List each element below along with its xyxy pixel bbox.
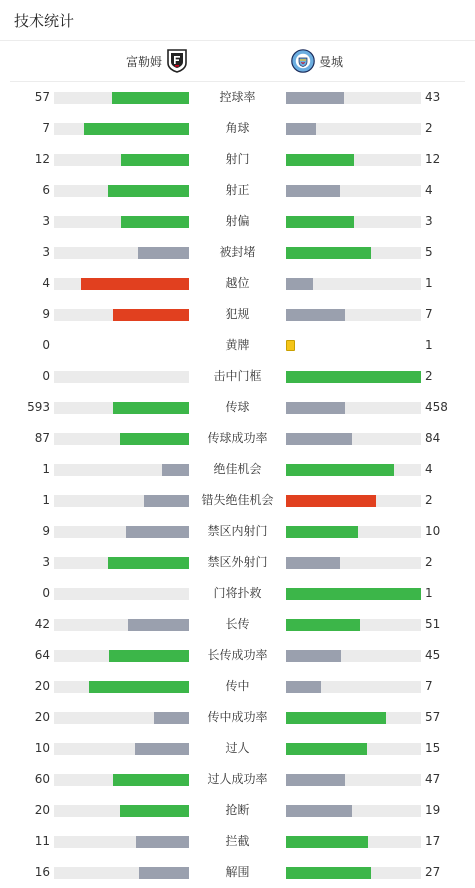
stat-label: 过人成功率	[207, 772, 268, 786]
home-stat-value: 0	[42, 369, 50, 383]
away-stat-bar-fill	[286, 154, 354, 166]
stat-row	[0, 211, 475, 231]
away-stat-value: 27	[425, 865, 441, 879]
stat-label: 长传成功率	[207, 648, 268, 662]
home-stat-bar	[54, 681, 189, 693]
away-stat-bar-fill	[286, 247, 371, 259]
away-stat-bar-fill	[286, 805, 352, 817]
away-stat-value: 51	[425, 617, 441, 631]
home-stat-bar-fill	[121, 154, 189, 166]
home-stat-bar	[54, 371, 189, 383]
away-stat-bar	[286, 557, 421, 569]
home-stat-bar	[54, 774, 189, 786]
stat-label: 门将扑救	[213, 586, 262, 600]
away-stat-value: 2	[425, 121, 433, 135]
stat-label: 角球	[225, 121, 250, 135]
stat-row	[0, 769, 475, 789]
away-stat-bar	[286, 495, 421, 507]
away-stat-bar-fill	[286, 619, 360, 631]
away-stat-bar-fill	[286, 92, 344, 104]
away-stat-bar	[286, 433, 421, 445]
home-stat-value: 42	[34, 617, 50, 631]
stat-label: 控球率	[219, 90, 256, 104]
home-stat-bar-fill	[162, 464, 189, 476]
home-stat-bar-fill	[81, 278, 189, 290]
stat-row	[0, 428, 475, 448]
stat-row	[0, 676, 475, 696]
home-stat-bar	[54, 402, 189, 414]
away-stat-bar-fill	[286, 588, 421, 600]
away-stat-value: 15	[425, 741, 441, 755]
home-stat-bar-fill	[121, 216, 189, 228]
home-stat-bar-fill	[126, 526, 189, 538]
away-stat-value: 45	[425, 648, 441, 662]
home-stat-bar-fill	[108, 557, 189, 569]
home-stat-value: 3	[42, 555, 50, 569]
stat-label: 拦截	[225, 834, 250, 848]
away-stat-bar	[286, 371, 421, 383]
away-stat-bar-fill	[286, 309, 345, 321]
away-stat-bar-fill	[286, 743, 367, 755]
home-stat-value: 12	[34, 152, 50, 166]
home-team-name[interactable]: 富勒姆	[126, 55, 163, 69]
stat-label: 黄牌	[225, 338, 250, 352]
home-stat-value: 0	[42, 586, 50, 600]
away-stat-bar-fill	[286, 836, 368, 848]
away-stat-value: 7	[425, 307, 433, 321]
away-stat-bar	[286, 805, 421, 817]
home-stat-value: 3	[42, 245, 50, 259]
away-stat-bar-fill	[286, 867, 371, 879]
stat-row	[0, 490, 475, 510]
away-stat-bar-fill	[286, 433, 352, 445]
home-stat-value: 87	[34, 431, 50, 445]
stat-row	[0, 118, 475, 138]
stat-label: 传球成功率	[207, 431, 268, 445]
home-stat-bar	[54, 309, 189, 321]
away-stat-bar	[286, 123, 421, 135]
stat-row	[0, 645, 475, 665]
stat-label: 长传	[225, 617, 250, 631]
away-stat-bar-fill	[286, 278, 313, 290]
away-stat-bar-fill	[286, 464, 394, 476]
away-stat-bar-fill	[286, 371, 421, 383]
away-stat-value: 4	[425, 462, 433, 476]
away-stat-bar-fill	[286, 526, 358, 538]
away-stat-value: 3	[425, 214, 433, 228]
home-stat-bar-fill	[120, 805, 189, 817]
home-stat-bar	[54, 712, 189, 724]
home-stat-bar	[54, 526, 189, 538]
home-stat-bar-fill	[154, 712, 189, 724]
stat-label: 击中门框	[213, 369, 262, 383]
home-stat-bar-fill	[113, 309, 189, 321]
away-stat-bar	[286, 836, 421, 848]
home-stat-bar-fill	[120, 433, 189, 445]
stat-label: 传中成功率	[207, 710, 268, 724]
home-stat-value: 4	[42, 276, 50, 290]
stat-label: 传中	[225, 679, 250, 693]
away-stat-value: 47	[425, 772, 441, 786]
away-stat-value: 12	[425, 152, 441, 166]
home-stat-bar-fill	[144, 495, 189, 507]
away-stat-value: 7	[425, 679, 433, 693]
home-stat-bar	[54, 278, 189, 290]
home-stat-value: 593	[27, 400, 50, 414]
home-stat-bar	[54, 247, 189, 259]
away-stat-bar	[286, 712, 421, 724]
stat-row	[0, 614, 475, 634]
home-stat-value: 20	[34, 710, 50, 724]
stat-row	[0, 552, 475, 572]
away-stat-bar	[286, 154, 421, 166]
yellow-card-icon	[286, 340, 295, 351]
away-stat-bar	[286, 743, 421, 755]
away-stat-bar-fill	[286, 123, 316, 135]
home-stat-bar-fill	[113, 402, 189, 414]
away-stat-bar-fill	[286, 557, 340, 569]
away-stat-bar-fill	[286, 774, 345, 786]
away-stat-bar	[286, 185, 421, 197]
home-stat-bar-fill	[84, 123, 189, 135]
stat-label: 禁区外射门	[207, 555, 268, 569]
stat-label: 传球	[225, 400, 250, 414]
home-stat-value: 16	[34, 865, 50, 879]
home-stat-value: 3	[42, 214, 50, 228]
home-stat-value: 7	[42, 121, 50, 135]
home-stat-bar-fill	[112, 92, 189, 104]
home-stat-value: 57	[34, 90, 50, 104]
stat-label: 射偏	[225, 214, 250, 228]
stat-row	[0, 180, 475, 200]
stat-row	[0, 707, 475, 727]
away-stat-bar	[286, 681, 421, 693]
home-stat-bar	[54, 805, 189, 817]
away-stat-bar	[286, 309, 421, 321]
home-stat-bar	[54, 154, 189, 166]
home-stat-value: 64	[34, 648, 50, 662]
home-stat-bar	[54, 619, 189, 631]
stat-row	[0, 366, 475, 386]
home-stat-bar-fill	[136, 836, 189, 848]
away-stat-bar	[286, 247, 421, 259]
stat-label: 绝佳机会	[213, 462, 262, 476]
away-stat-bar	[286, 650, 421, 662]
stat-label: 解围	[225, 865, 250, 879]
home-stat-value: 9	[42, 307, 50, 321]
home-stat-bar	[54, 836, 189, 848]
away-stat-bar-fill	[286, 681, 321, 693]
home-stat-bar-fill	[108, 185, 189, 197]
away-stat-value: 2	[425, 493, 433, 507]
away-stat-value: 57	[425, 710, 441, 724]
home-stat-bar-fill	[138, 247, 189, 259]
stat-row	[0, 397, 475, 417]
away-stat-value: 1	[425, 338, 433, 352]
home-stat-value: 20	[34, 679, 50, 693]
home-stat-bar	[54, 92, 189, 104]
stat-row	[0, 304, 475, 324]
away-stat-bar	[286, 402, 421, 414]
stat-row	[0, 149, 475, 169]
away-stat-value: 43	[425, 90, 441, 104]
stat-row	[0, 521, 475, 541]
away-stat-value: 1	[425, 276, 433, 290]
home-stat-value: 11	[34, 834, 50, 848]
home-stat-value: 0	[42, 338, 50, 352]
away-stat-bar	[286, 867, 421, 879]
home-stat-bar-fill	[89, 681, 189, 693]
away-stat-bar	[286, 774, 421, 786]
away-stat-bar-fill	[286, 216, 354, 228]
home-stat-bar-fill	[128, 619, 189, 631]
away-stat-bar	[286, 526, 421, 538]
away-stat-value: 5	[425, 245, 433, 259]
home-stat-bar	[54, 557, 189, 569]
away-stat-value: 458	[425, 400, 448, 414]
away-team-name[interactable]: 曼城	[319, 55, 344, 69]
home-stat-value: 20	[34, 803, 50, 817]
stat-row	[0, 862, 475, 882]
home-stat-bar	[54, 650, 189, 662]
home-stat-bar	[54, 216, 189, 228]
away-stat-bar	[286, 619, 421, 631]
stat-row	[0, 335, 475, 355]
away-stat-value: 19	[425, 803, 441, 817]
away-stat-bar-fill	[286, 495, 376, 507]
home-stat-bar-fill	[139, 867, 189, 879]
stat-label: 错失绝佳机会	[201, 493, 274, 507]
stat-label: 犯规	[225, 307, 250, 321]
home-stat-value: 9	[42, 524, 50, 538]
home-stat-bar	[54, 743, 189, 755]
stat-label: 禁区内射门	[207, 524, 268, 538]
home-stat-bar	[54, 867, 189, 879]
away-stat-value: 2	[425, 369, 433, 383]
home-stat-bar	[54, 588, 189, 600]
stat-row	[0, 273, 475, 293]
home-stat-bar-fill	[135, 743, 189, 755]
stat-label: 过人	[225, 741, 250, 755]
home-stat-bar-fill	[109, 650, 189, 662]
stat-row	[0, 831, 475, 851]
home-stat-bar	[54, 464, 189, 476]
away-stat-bar-fill	[286, 712, 386, 724]
away-stat-bar	[286, 216, 421, 228]
home-stat-bar	[54, 185, 189, 197]
page-title: 技术统计	[14, 12, 75, 30]
away-stat-value: 1	[425, 586, 433, 600]
stat-label: 越位	[225, 276, 250, 290]
stat-label: 抢断	[225, 803, 250, 817]
home-stat-value: 1	[42, 493, 50, 507]
away-stat-bar-fill	[286, 650, 341, 662]
home-stat-bar	[54, 123, 189, 135]
away-stat-bar	[286, 92, 421, 104]
stat-label: 被封堵	[219, 245, 256, 259]
stat-row	[0, 459, 475, 479]
home-stat-bar	[54, 495, 189, 507]
stat-label: 射门	[225, 152, 250, 166]
home-stat-value: 10	[34, 741, 50, 755]
home-stat-bar-fill	[113, 774, 189, 786]
away-stat-bar	[286, 464, 421, 476]
away-stat-value: 4	[425, 183, 433, 197]
home-stat-value: 6	[42, 183, 50, 197]
away-stat-bar	[286, 588, 421, 600]
stat-row	[0, 738, 475, 758]
away-stat-value: 10	[425, 524, 441, 538]
stat-row	[0, 800, 475, 820]
home-stat-bar	[54, 433, 189, 445]
home-stat-value: 1	[42, 462, 50, 476]
away-stat-bar-fill	[286, 185, 340, 197]
away-stat-value: 84	[425, 431, 441, 445]
stat-label: 射正	[225, 183, 250, 197]
away-stat-bar	[286, 278, 421, 290]
stat-row	[0, 583, 475, 603]
away-stat-value: 2	[425, 555, 433, 569]
stat-row	[0, 87, 475, 107]
away-stat-value: 17	[425, 834, 441, 848]
home-stat-value: 60	[34, 772, 50, 786]
stat-row	[0, 242, 475, 262]
away-stat-bar-fill	[286, 402, 345, 414]
